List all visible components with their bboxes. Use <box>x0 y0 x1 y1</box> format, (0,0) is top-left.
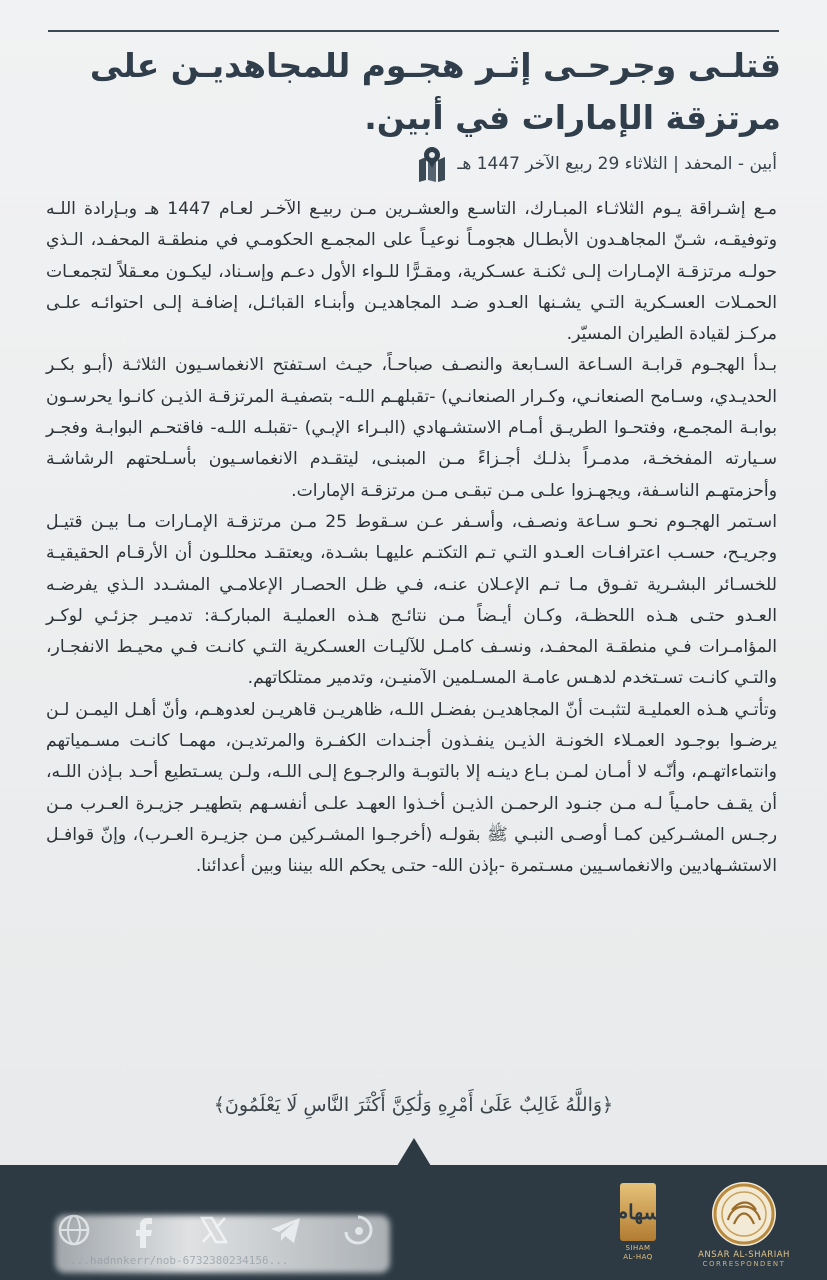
siham-logo-caption: SIHAM AL-HAQ <box>623 1244 653 1261</box>
siham-logo-mark: سهام <box>620 1183 656 1241</box>
dateline <box>417 146 777 182</box>
ansar-seal-icon <box>710 1180 778 1248</box>
siham-al-haq-logo <box>612 1183 664 1262</box>
ansar-caption-line1: ANSAR AL-SHARIAH <box>698 1250 790 1260</box>
paragraph-3: اسـتمر الهجـوم نحـو سـاعة ونصـف، وأسـفر عـن سـقوط 25 مـن مرتزقـة الإمـارات مـا بيـن قتيـل وجريـح، حسـب اعترافـات العـدو التـي تـم التكتـم عليهـا بشـدة، ويعتقـد محللـون أن الأرقـام الحقيقيـة للخسـائر البشـرية تفـوق مـا تـم الإعـلان عنـه، فـي ظـل الحصـار الإعلامـي المشـدد الـذي يفرضـه العـدو حتـى هـذه اللحظـة، وكـان أيـضاً مـن نتائـج هـذه العمليـة المباركـة: تدميـر جزئـي لوكـر المؤامـرات فـي منطقـة المحفـد، ونسـف كامـل للآليـات العسـكرية التـي كانـت فـي محيـط الانفجـار، والتـي كانـت تسـتخدم لدهـس عامـة المسـلمين الآمنيـن، وتدمير ممتلكاتهم. <box>46 511 777 689</box>
paragraph-2: بـدأ الهجـوم قرابـة السـاعة السـابعة والنصـف صباحـاً، حيـث اسـتفتح الانغماسـيون الثلاثـة (أبـو بكـر الحديـدي، وسـامح الصنعانـي، وكـرار الصنعانـي) -تقبلهـم اللـه- بتصفيـة المرتزقـة الذيـن كانـوا يحرسـون بوابـة المجمـع، وفتحـوا الطريـق أمـام الاستشـهادي (البـراء الإبـي) -تقبلـه اللـه- فاقتحـم البوابـة وفجـر سـيارته المفخخـة، مدمـراً بذلـك أجـزاءً مـن المبنـى، ليتقـدم الانغماسـيون بأسـلحتهم الرشاشـة وأحزمتهـم الناسـفة، ويجهـزوا علـى مـن تبقـى مـن مرتزقـة الإمارات. <box>46 355 777 501</box>
dateline-text: أبين - المحفد | الثلاثاء 29 ربيع الآخر 1447 هـ <box>457 154 777 174</box>
ansar-al-shariah-logo <box>680 1180 808 1269</box>
ansar-caption-line2: CORRESPONDENT <box>702 1260 786 1268</box>
blurred-handle: ...hadnnkerr/nob-6732380234156... <box>70 1254 289 1267</box>
paragraph-1: مـع إشـراقة يـوم الثلاثـاء المبـارك، التاسـع والعشـرين مـن ربيـع الآخـر لعـام 1447 هـ وبـإرادة اللـه وتوفيقـه، شـنّ المجاهـدون الأبطـال هجومـاً نوعيـاً على المجمـع الحكومـي في منطقـة المحفـد، الـذي حولـه مرتزقـة الإمـارات إلـى ثكنـة عسـكرية، ومقـرًّا للـواء الأول دعـم وإسـناد، ليكـون معـقلاً لتجمعـات الحمـلات العسـكرية التـي يشـنها العـدو ضـد المجاهديـن وأبنـاء القبائـل، إضافـة إلـى احتوائـه علـى مركـز لقيادة الطيران المسيّر. <box>46 199 777 345</box>
article-body <box>46 194 777 883</box>
article-title: قتلـى وجرحـى إثـر هجـوم للمجاهديـن على مرتزقة الإمارات في أبين. <box>89 46 781 137</box>
paragraph-4: وتأتـي هـذه العمليـة لتثبـت أنّ المجاهديـن بفضـل اللـه، ظاهريـن قاهريـن لعدوهـم، وأنّ أهـل اليمـن لـن يرضـوا بوجـود العمـلاء الخونـة الذيـن ينفـذون أجنـدات الكفـرة والمرتديـن، مهمـا كانـت مسـمياتهم وانتماءاتهـم، وأنّـه لا أمـان لمـن بـاع دينـه إلا بالتوبـة والرجـوع إلـى اللـه، ولـن يسـتطيع أحـد بـإذن اللـه، أن يقـف حامـياً لـه مـن جنـود الرحمـن الذيـن أخـذوا العهـد علـى أنفسـهم بتطهيـر جزيـرة العـرب مـن رجـس المشـركين كمـا أوصـى النبـي ﷺ بقولـه (أخرجـوا المشـركين مـن جزيـرة العـرب)، وإنّ قوافـل الاستشـهاديين والانغماسـيين مسـتمرة -بإذن الله- حتـى يحكم الله بيننا وبين أعدائنا. <box>46 699 777 877</box>
map-pin-icon <box>417 146 447 182</box>
footer-notch <box>397 1138 431 1166</box>
quran-verse: ﴿وَاللَّهُ غَالِبٌ عَلَىٰ أَمْرِهِ وَلَٰكِنَّ أَكْثَرَ النَّاسِ لَا يَعْلَمُونَ﴾ <box>213 1094 614 1116</box>
top-rule <box>48 30 779 32</box>
